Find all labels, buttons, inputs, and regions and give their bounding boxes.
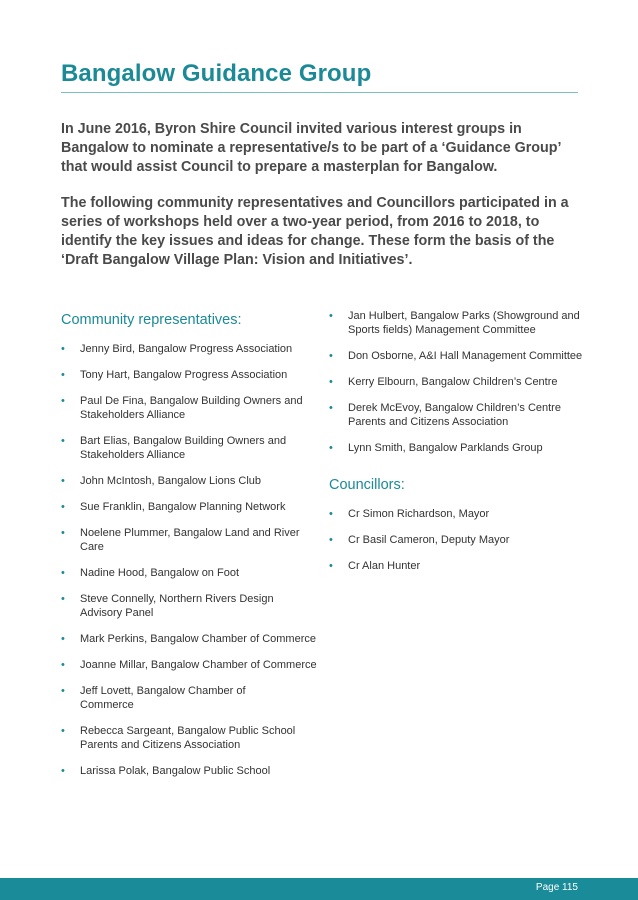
list-item-text: Steve Connelly, Northern Rivers Design Advisory Panel [80,593,274,619]
list-item-text: Joanne Millar, Bangalow Chamber of Commerce [80,659,317,671]
bullet-icon: • [61,633,65,645]
list-item [61,684,317,712]
community-list [61,342,317,778]
list-item [329,507,589,521]
list-item-text: Cr Alan Hunter [348,560,421,572]
bullet-icon: • [329,350,333,362]
page-title: Bangalow Guidance Group [61,60,372,87]
list-item [61,368,317,382]
bullet-icon: • [329,376,333,388]
right-column [329,309,589,585]
title-divider [61,92,578,93]
bullet-icon: • [61,501,65,513]
list-item [61,592,317,620]
list-item [61,658,317,672]
list-item-text: Jeff Lovett, Bangalow Chamber of Commerce [80,685,246,711]
list-item-text: Lynn Smith, Bangalow Parklands Group [348,442,543,454]
list-item [61,474,317,488]
list-item-text: Jan Hulbert, Bangalow Parks (Showground and Sports fields) Management Committee [348,310,580,336]
footer-bar [0,878,638,900]
bullet-icon: • [329,310,333,322]
bullet-icon: • [329,560,333,572]
list-item [61,566,317,580]
list-item-text: Derek McEvoy, Bangalow Children’s Centre Parents and Citizens Association [348,402,561,428]
bullet-icon: • [61,725,65,737]
list-item-text: Mark Perkins, Bangalow Chamber of Commerce [80,633,316,645]
list-item-text: Jenny Bird, Bangalow Progress Association [80,343,293,355]
bullet-icon: • [329,442,333,454]
list-item [329,309,589,337]
list-item-text: Cr Simon Richardson, Mayor [348,508,490,520]
list-item [61,434,317,462]
intro-text [61,120,581,287]
list-item [329,375,589,389]
bullet-icon: • [61,369,65,381]
bullet-icon: • [61,659,65,671]
left-column [61,312,317,790]
list-item [329,401,589,429]
list-item [61,632,317,646]
list-item-text: Paul De Fina, Bangalow Building Owners and Stakeholders Alliance [80,395,303,421]
list-item-text: John McIntosh, Bangalow Lions Club [80,475,261,487]
list-item-text: Cr Basil Cameron, Deputy Mayor [348,534,510,546]
bullet-icon: • [61,475,65,487]
bullet-icon: • [329,402,333,414]
list-item [61,724,317,752]
list-item-text: Don Osborne, A&I Hall Management Committee [348,350,583,362]
bullet-icon: • [61,435,65,447]
bullet-icon: • [61,765,65,777]
bullet-icon: • [329,508,333,520]
list-item-text: Tony Hart, Bangalow Progress Association [80,369,288,381]
bullet-icon: • [61,343,65,355]
list-item [329,533,589,547]
bullet-icon: • [61,567,65,579]
list-item-text: Larissa Polak, Bangalow Public School [80,765,271,777]
list-item [61,500,317,514]
list-item-text: Sue Franklin, Bangalow Planning Network [80,501,286,513]
list-item [329,441,589,455]
list-item-text: Bart Elias, Bangalow Building Owners and Stakeholders Alliance [80,435,287,461]
list-item-text: Kerry Elbourn, Bangalow Children’s Centre [348,376,558,388]
community-heading: Community representatives: [61,312,242,328]
page-number: Page 115 [535,882,578,893]
bullet-icon: • [61,395,65,407]
intro-paragraph: The following community representatives and Councillors participated in a series of workshops held over a two-year period, from 2016 to 2018, to identify the key issues and ideas for change. These form the basis of the ‘Draft Bangalow Village Plan: Vision and Initiatives’. [61,195,569,268]
community-list-continued [329,309,589,455]
list-item [61,342,317,356]
list-item [61,526,317,554]
list-item-text: Nadine Hood, Bangalow on Foot [80,567,239,579]
list-item [61,394,317,422]
bullet-icon: • [61,527,65,539]
bullet-icon: • [329,534,333,546]
list-item-text: Rebecca Sargeant, Bangalow Public School Parents and Citizens Association [80,725,296,751]
councillors-list [329,507,589,573]
list-item-text: Noelene Plummer, Bangalow Land and River Care [80,527,300,553]
intro-paragraph: In June 2016, Byron Shire Council invited various interest groups in Bangalow to nominate a representative/s to be part of a ‘Guidance Group’ that would assist Council to prepare a masterplan for Bangalow. [61,121,561,175]
bullet-icon: • [61,685,65,697]
bullet-icon: • [61,593,65,605]
councillors-heading: Councillors: [329,477,405,493]
list-item [329,349,589,363]
list-item [61,764,317,778]
list-item [329,559,589,573]
